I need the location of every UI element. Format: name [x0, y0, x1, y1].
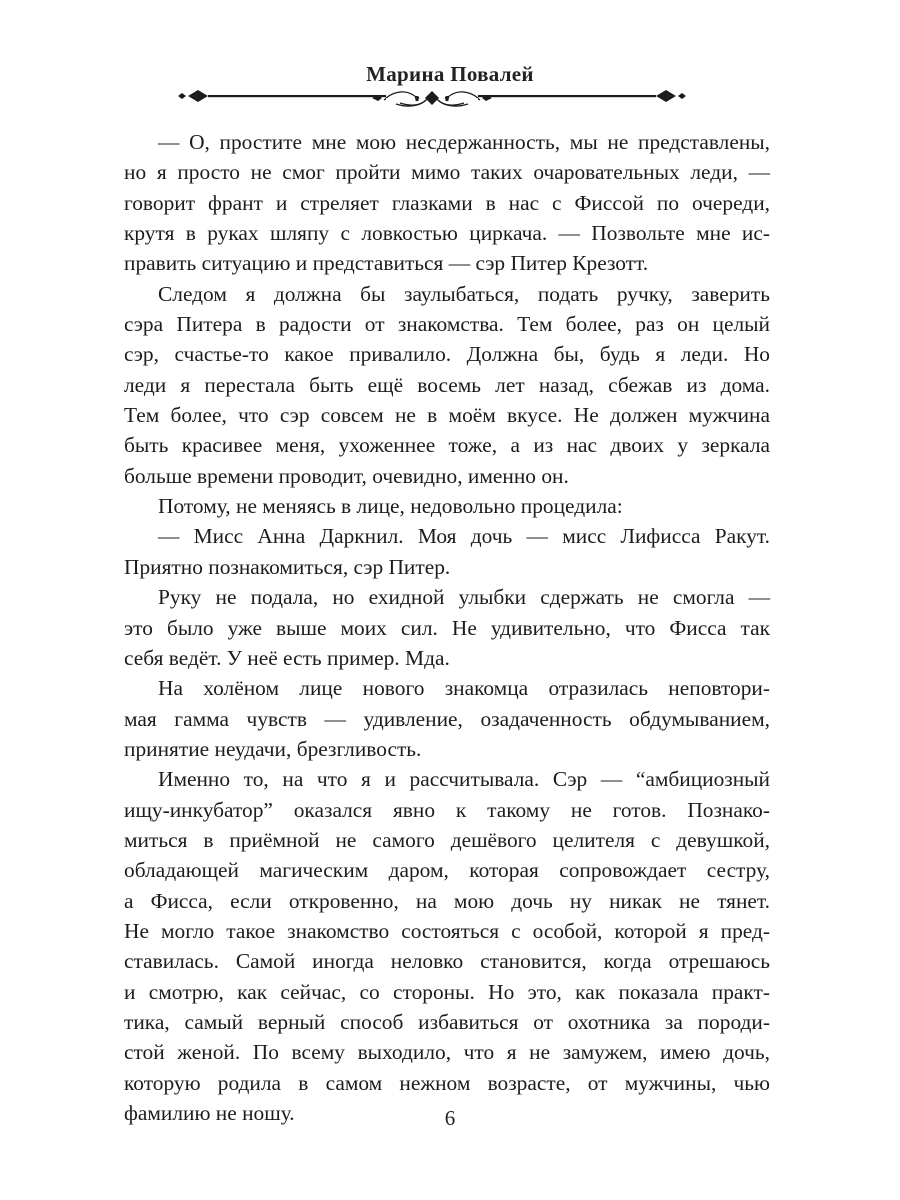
- running-head-author: Марина Повалей: [366, 62, 534, 86]
- text-line: принятие неудачи, брезгливость.: [124, 736, 422, 761]
- text-line: фамилию не ношу.: [124, 1101, 295, 1125]
- text-line: миться в приёмной не самого дешёвого целителя с девушкой,: [124, 827, 770, 852]
- text-line: быть красивее меня, ухоженнее тоже, а из нас двоих у зеркала: [124, 433, 770, 458]
- text-line: Потому, не меняясь в лице, недовольно процедила:: [158, 494, 623, 519]
- text-line: но я просто не смог пройти мимо таких очаровательных леди, —: [124, 160, 770, 185]
- text-line: Не могло такое знакомство состояться с особой, которой я пред-: [124, 918, 770, 943]
- text-line: леди я перестала быть ещё восемь лет назад, сбежав из дома.: [124, 372, 770, 397]
- paragraph: [124, 764, 770, 1128]
- text-line: сэра Питера в радости от знакомства. Тем более, раз он целый: [124, 312, 770, 337]
- text-line: и смотрю, как сейчас, со стороны. Но это, как показала практ-: [124, 979, 770, 1004]
- text-line: говорит франт и стреляет глазками в нас с Фиссой по очереди,: [124, 190, 770, 215]
- decorative-rule-ornament-icon: [176, 84, 688, 110]
- text-line: обладающей магическим даром, которая сопровождает сестру,: [124, 858, 770, 883]
- page-number: 6: [444, 1106, 456, 1130]
- text-line: сэр, счастье-то какое привалило. Должна бы, будь я леди. Но: [124, 342, 770, 367]
- text-line: Приятно познакомиться, сэр Питер.: [124, 554, 451, 579]
- text-line: править ситуацию и представиться — сэр Питер Крезотт.: [124, 251, 649, 276]
- text-line: ставилась. Самой иногда неловко становится, когда отрешаюсь: [124, 949, 770, 974]
- paragraph: [124, 673, 770, 764]
- text-line: крутя в руках шляпу с ловкостью циркача. — Позвольте мне ис-: [124, 221, 770, 246]
- paragraph: [124, 279, 770, 491]
- text-line: мая гамма чувств — удивление, озадаченность обдумыванием,: [124, 706, 770, 731]
- text-line: — О, простите мне мою несдержанность, мы не представлены,: [158, 130, 770, 154]
- paragraph: [124, 491, 770, 521]
- text-line: это было уже выше моих сил. Не удивительно, что Фисса так: [124, 615, 770, 640]
- text-line: стой женой. По всему выходило, что я не замужем, имею дочь,: [124, 1040, 770, 1065]
- paragraph: [124, 127, 770, 279]
- text-line: — Мисс Анна Даркнил. Моя дочь — мисс Лифисса Ракут.: [158, 524, 770, 549]
- text-line: а Фисса, если откровенно, на мою дочь ну никак не тянет.: [124, 888, 770, 913]
- paragraph: [124, 582, 770, 673]
- text-line: На холёном лице нового знакомца отразилась неповтори-: [158, 676, 770, 701]
- text-line: себя ведёт. У неё есть пример. Мда.: [124, 645, 450, 670]
- text-line: тика, самый верный способ избавиться от охотника за породи-: [124, 1009, 770, 1034]
- text-line: Руку не подала, но ехидной улыбки сдержать не смогла —: [158, 585, 770, 610]
- text-line: которую родила в самом нежном возрасте, от мужчины, чью: [124, 1070, 770, 1095]
- text-line: Следом я должна бы заулыбаться, подать ручку, заверить: [158, 281, 770, 306]
- body-text: [124, 127, 770, 1128]
- text-line: Тем более, что сэр совсем не в моём вкусе. Не должен мужчина: [124, 403, 770, 428]
- text-line: Именно то, на что я и рассчитывала. Сэр — “амбициозный: [158, 767, 770, 792]
- text-line: ищу-инкубатор” оказался явно к такому не готов. Познако-: [124, 797, 770, 822]
- text-line: больше времени проводит, очевидно, именно он.: [124, 463, 569, 488]
- paragraph: [124, 521, 770, 582]
